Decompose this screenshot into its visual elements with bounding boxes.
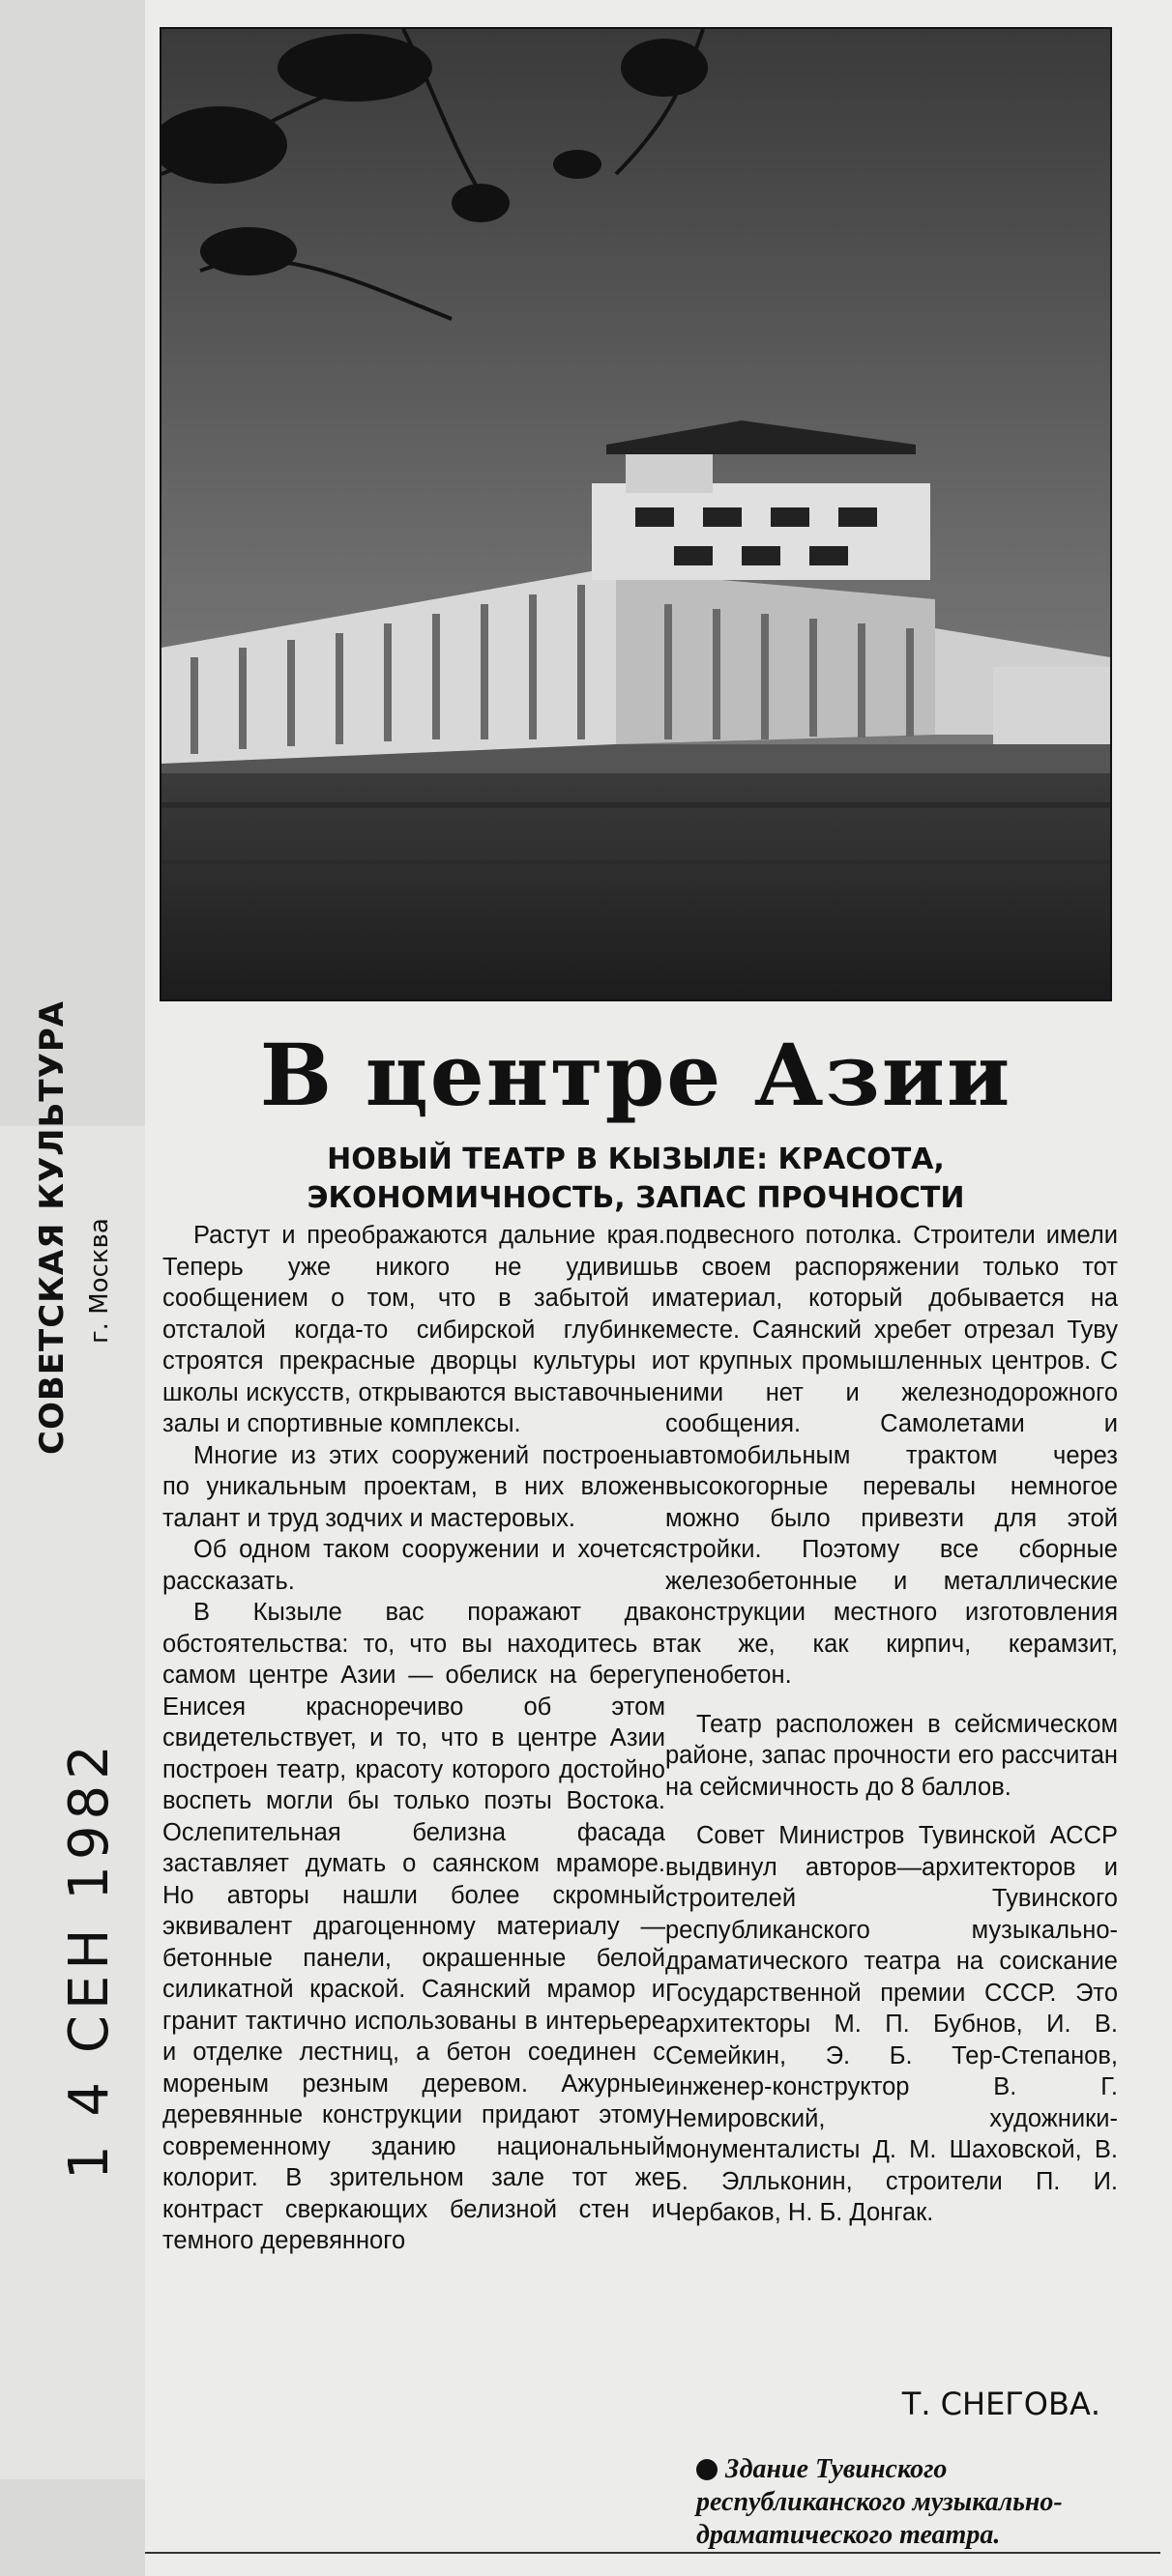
bottom-rule [145, 2552, 1160, 2554]
paragraph: Многие из этих сооружений построены по уникальным проектам, в них вложен талант и труд зодчих и мастеровых. [162, 1441, 665, 1532]
newspaper-city: г. Москва [85, 1218, 114, 1344]
caption-text: Здание Тувинского республиканского музыкально-драматического театра. [696, 2454, 1063, 2550]
paragraph: Растут и преображаются дальние края. Теперь уже никого не удивишь сообщением о том, что в забытой и отсталой когда-то сибирской глубинке строятся прекрасные дворцы культуры и школы искусств, открываются выставочные залы и спортивные комплексы. [162, 1222, 665, 1437]
author-signature: Т. СНЕГОВА. [901, 2386, 1100, 2422]
paragraph: подвесного потолка. Строители имели в своем распоряжении только тот материал, который добывается на месте. Саянский хребет отрезал Туву от крупных промышленных центров. С ними нет и железнодорожного сообщения. Самолетами и автомобильным трактом через высокогорные перевалы немногое можно было привезти для этой стройки. Поэтому все сборные железобетонные и металлические конструкции местного изготовления так же, как кирпич, керамзит, пенобетон. [665, 1222, 1118, 1689]
stamp-date: 1 4 СЕН 1982 [58, 1739, 121, 2180]
subheadline-line-2: ЭКОНОМИЧНОСТЬ, ЗАПАС ПРОЧНОСТИ [307, 1181, 965, 1215]
subheadline-line-1: НОВЫЙ ТЕАТР В КЫЗЫЛЕ: КРАСОТА, [327, 1143, 945, 1176]
article-column-1 [162, 1220, 665, 2257]
bullet-icon [696, 2459, 718, 2480]
paragraph: Театр расположен в сейсмическом районе, запас прочности его рассчитан на сейсмичность до 8 баллов. [665, 1710, 1118, 1801]
headline: В центре Азии [259, 1025, 1012, 1125]
newspaper-name: СОВЕТСКАЯ КУЛЬТУРА [33, 999, 72, 1455]
paragraph: Совет Министров Тувинской АССР выдвинул авторов—архитекторов и строителей Тувинского республиканского музыкально-драматического театра на соискание Государственной премии СССР. Это архитекторы М. П. Бубнов, И. В. Семейкин, Э. Б. Тер-Степанов, инженер-конструктор В. Г. Немировский, художники-монументалисты Д. М. Шаховской, В. Б. Элльконин, строители П. И. Чербаков, Н. Б. Донгак. [665, 1822, 1118, 2226]
paragraph: В Кызыле вас поражают два обстоятельства: то, что вы находитесь в самом центре Азии — обелиск на берегу Енисея красноречиво об этом свидетельствует, и то, что в центре Азии построен театр, красоту которого достойно воспеть могли бы только поэты Востока. Ослепительная белизна фасада заставляет думать о саянском мраморе. Но авторы нашли более скромный эквивалент драгоценному материалу — бетонные панели, окрашенные белой силикатной краской. Саянский мрамор и гранит тактично использованы в интерьере и отделке лестниц, а бетон соединен с мореным резным деревом. Ажурные деревянные конструкции придают этому современному зданию национальный колорит. В зрительном зале тот же контраст сверкающих белизной стен и темного деревянного [162, 1599, 665, 2254]
subheadline [160, 1141, 1112, 1218]
theatre-photo [160, 27, 1112, 1001]
article-column-2 [665, 1220, 1118, 2229]
photo-caption [696, 2453, 1131, 2552]
paragraph: Об одном таком сооружении и хочется рассказать. [162, 1536, 665, 1595]
